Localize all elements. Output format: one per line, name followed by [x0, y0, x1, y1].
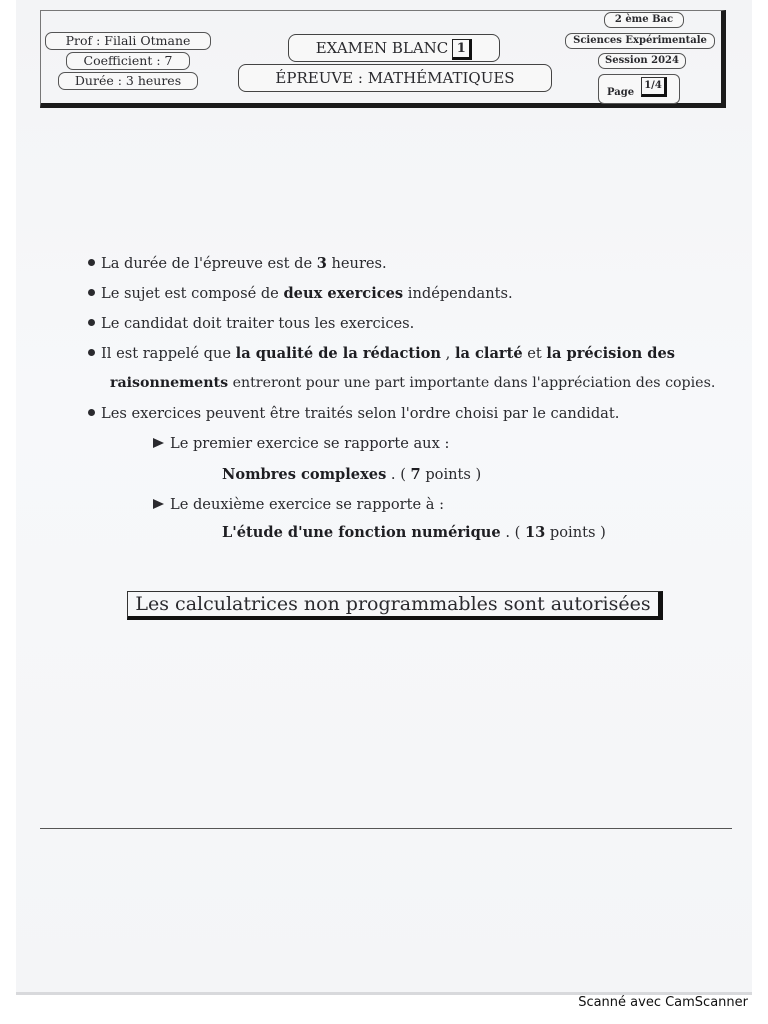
instruction-order: Les exercices peuvent être traités selon l'ordre choisi par le candidat. — [88, 405, 619, 422]
coefficient-label: Coefficient : 7 — [66, 52, 190, 70]
instruction-duration: La durée de l'épreuve est de 3 heures. — [88, 255, 387, 272]
exam-title-text: EXAMEN BLANC — [315, 39, 449, 57]
exam-subject: ÉPREUVE : MATHÉMATIQUES — [238, 64, 552, 92]
bullet-icon — [88, 319, 95, 326]
bullet-icon — [88, 259, 95, 266]
professor-label: Prof : Filali Otmane — [45, 32, 211, 50]
exercise-1-intro: Le premier exercice se rapporte aux : — [153, 435, 449, 452]
exercise-2-topic: L'étude d'une fonction numérique . ( 13 points ) — [222, 524, 606, 541]
exercise-2-intro: Le deuxième exercice se rapporte à : — [153, 496, 444, 513]
instruction-structure: Le sujet est composé de deux exercices indépendants. — [88, 285, 513, 302]
arrow-icon — [153, 499, 164, 509]
instruction-quality-cont: raisonnements entreront pour une part importante dans l'appréciation des copies. — [110, 375, 716, 391]
instruction-all-exercises: Le candidat doit traiter tous les exercices. — [88, 315, 414, 332]
stream-label: Sciences Expérimentale — [565, 33, 715, 49]
scanner-footer: Scanné avec CamScanner — [578, 995, 748, 1010]
instruction-quality: Il est rappelé que la qualité de la rédaction , la clarté et la précision des — [88, 345, 675, 362]
divider — [40, 828, 732, 829]
calculator-note: Les calculatrices non programmables sont autorisées — [127, 591, 663, 620]
page-label: Page — [607, 87, 635, 98]
arrow-icon — [153, 438, 164, 448]
duration-label: Durée : 3 heures — [58, 72, 198, 90]
page-number: 1/4 — [641, 77, 667, 97]
exam-title — [288, 34, 500, 62]
level-label: 2 ème Bac — [604, 12, 684, 28]
bullet-icon — [88, 289, 95, 296]
exam-number: 1 — [452, 39, 472, 60]
exercise-1-topic: Nombres complexes . ( 7 points ) — [222, 466, 482, 483]
bullet-icon — [88, 409, 95, 416]
bullet-icon — [88, 349, 95, 356]
session-label: Session 2024 — [598, 53, 686, 69]
page-indicator — [598, 74, 680, 104]
